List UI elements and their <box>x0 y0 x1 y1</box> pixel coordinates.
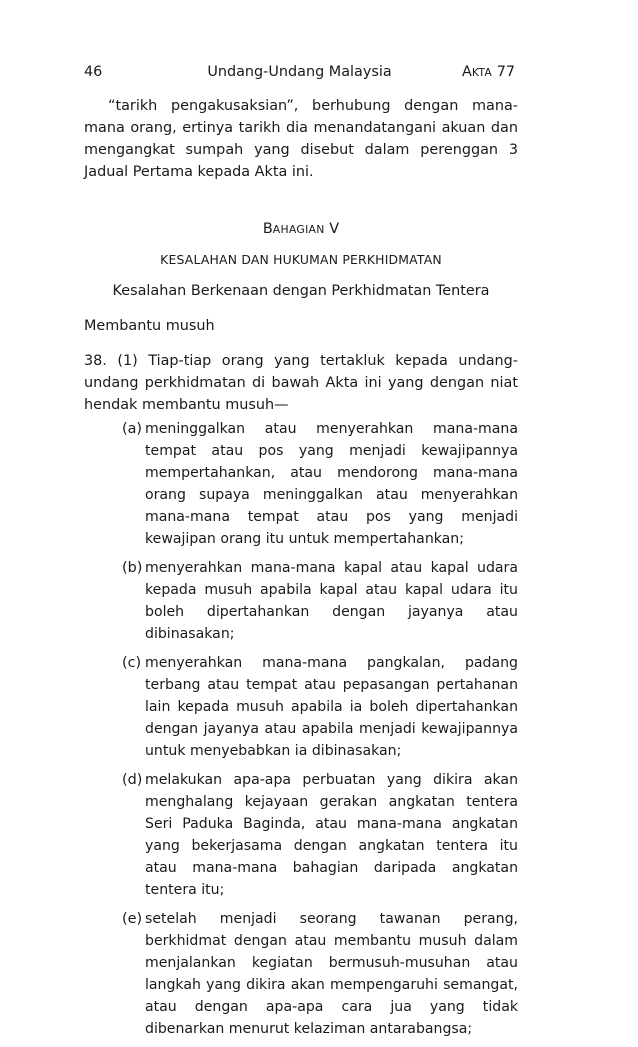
header-act-word: KTA <box>471 66 493 79</box>
document-body <box>84 95 518 1047</box>
item-label: (c) <box>122 655 142 671</box>
part-title: KESALAHAN DAN HUKUMAN PERKHIDMATAN <box>160 252 442 267</box>
list-item <box>84 557 518 645</box>
list-item <box>84 652 518 762</box>
item-label: (e) <box>122 911 143 927</box>
part-heading-initial: B <box>262 221 273 237</box>
item-text: meninggalkan atau menyerahkan mana-mana tempat atau pos yang menjadi kewajipannya mempertahankan, atau mendorong mana-mana orang supaya meninggalkan atau menyerahkan mana-mana tempat atau pos yang menjadi kewajipan orang itu untuk mempertahankan; <box>145 421 518 547</box>
item-text: setelah menjadi seorang tawanan perang, berkhidmat dengan atau membantu musuh dalam menjalankan kegiatan bermusuh-musuhan atau langkah yang dikira akan mempengaruhi semangat, atau dengan apa-apa cara jua yang tidak dibenarkan menurut kelaziman antarabangsa; <box>145 911 518 1037</box>
intro-paragraph: “tarikh pengakusaksian”, berhubung dengan mana-mana orang, ertinya tarikh dia menandatangani akuan dan mengangkat sumpah yang disebut dalam perenggan 3 Jadual Pertama kepada Akta ini. <box>84 98 518 180</box>
header-act-initial: A <box>461 64 472 80</box>
list-item <box>84 418 518 550</box>
item-label: (a) <box>122 421 143 437</box>
paragraph-list <box>84 418 518 1040</box>
part-number: V <box>329 221 340 237</box>
running-header <box>84 64 515 84</box>
header-title: Undang-Undang Malaysia <box>207 64 392 80</box>
page-number: 46 <box>84 64 103 80</box>
item-text: menyerahkan mana-mana kapal atau kapal udara kepada musuh apabila kapal atau kapal udara itu boleh dipertahankan dengan jayanya atau dibinasakan; <box>145 560 518 642</box>
section-heading: Membantu musuh <box>84 318 215 334</box>
header-act-number: 77 <box>496 64 515 80</box>
item-label: (b) <box>122 560 143 576</box>
item-label: (d) <box>122 772 143 788</box>
item-text: melakukan apa-apa perbuatan yang dikira akan menghalang kejayaan gerakan angkatan tentera Seri Paduka Baginda, atau mana-mana angkatan yang bekerjasama dengan angkatan tentera itu atau mana-mana bahagian daripada angkatan tentera itu; <box>145 772 518 898</box>
list-item <box>84 908 518 1040</box>
part-subheading: Kesalahan Berkenaan dengan Perkhidmatan Tentera <box>112 283 490 299</box>
part-heading <box>84 218 518 241</box>
list-item <box>84 769 518 901</box>
section-intro: 38. (1) Tiap-tiap orang yang tertakluk kepada undang-undang perkhidmatan di bawah Akta ini yang dengan niat hendak membantu musuh— <box>84 353 518 413</box>
header-act <box>462 64 515 80</box>
part-heading-word: AHAGIAN <box>272 223 325 236</box>
item-text: menyerahkan mana-mana pangkalan, padang terbang atau tempat atau pepasangan pertahanan lain kepada musuh apabila ia boleh dipertahankan dengan jayanya atau apabila menjadi kewajipannya untuk menyebabkan ia dibinasakan; <box>145 655 518 759</box>
